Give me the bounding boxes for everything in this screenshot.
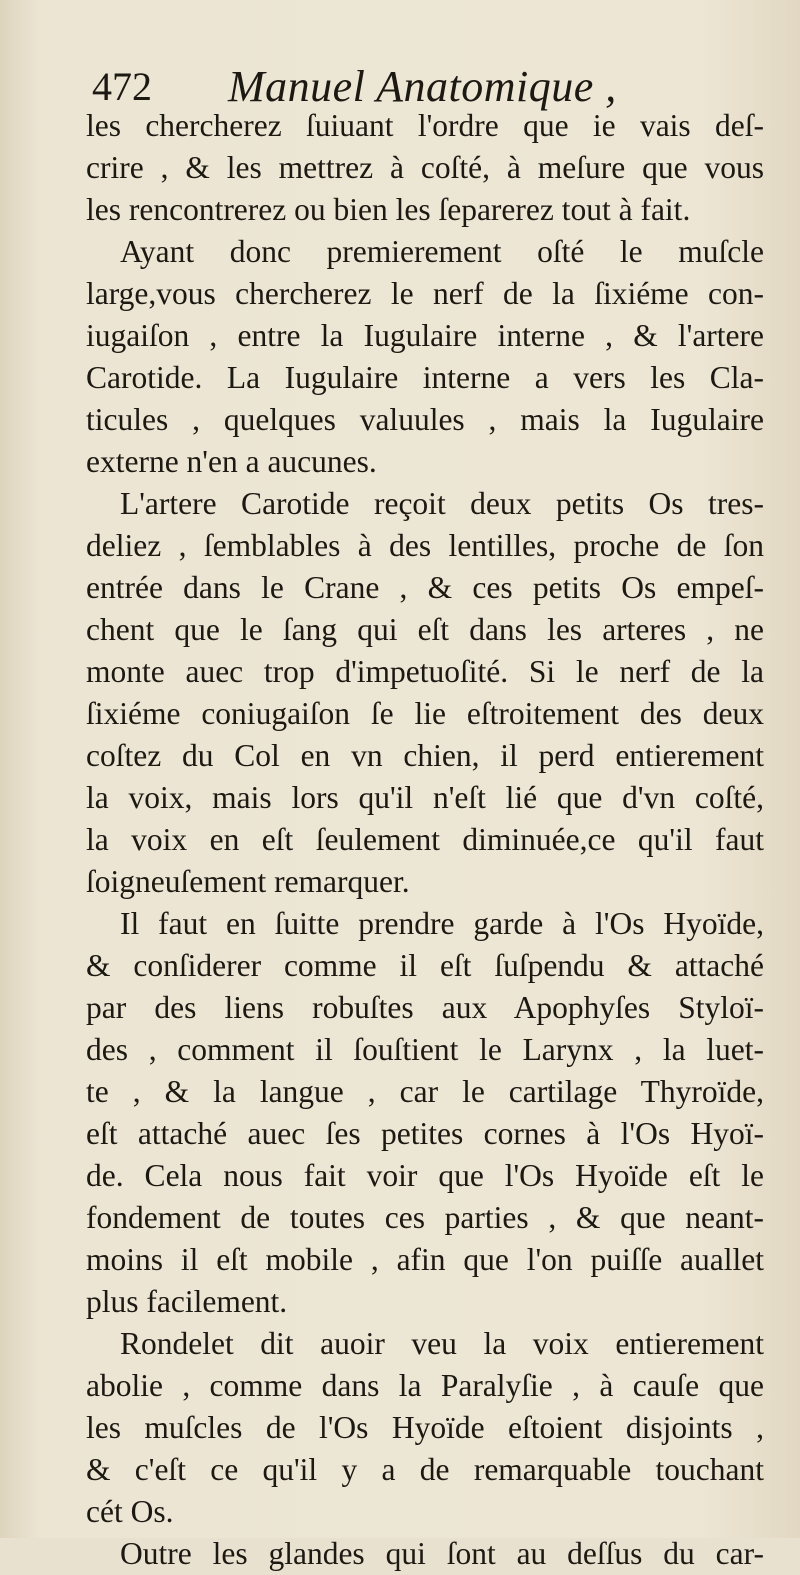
text-line: large,vous chercherez le nerf de la ſixiéme con- xyxy=(86,276,764,311)
text-line: abolie , comme dans la Paralyſie , à cauſe que xyxy=(86,1368,764,1403)
text-line: de. Cela nous fait voir que l'Os Hyoïde eſt le xyxy=(86,1158,764,1193)
text-line: les rencontrerez ou bien les ſeparerez tout à fait. xyxy=(86,192,691,227)
text-line: par des liens robuſtes aux Apophyſes Styloï- xyxy=(86,990,764,1025)
text-line: fondement de toutes ces parties , & que neant- xyxy=(86,1200,764,1235)
text-line: la voix en eſt ſeulement diminuée,ce qu'il faut xyxy=(86,822,764,857)
text-line: & conſiderer comme il eſt ſuſpendu & attaché xyxy=(86,948,764,983)
text-line: externe n'en a aucunes. xyxy=(86,444,377,479)
running-title: Manuel Anatomique , xyxy=(228,62,617,111)
text-line: iugaiſon , entre la Iugulaire interne , & l'artere xyxy=(86,318,764,353)
text-line: coſtez du Col en vn chien, il perd entierement xyxy=(86,738,764,773)
page-number: 472 xyxy=(92,64,152,109)
text-line: Rondelet dit auoir veu la voix entierement xyxy=(120,1326,764,1361)
text-line: les chercherez ſuiuant l'ordre que ie vais deſ- xyxy=(86,108,764,143)
text-line: ticules , quelques valuules , mais la Iugulaire xyxy=(86,402,764,437)
text-line: ſixiéme coniugaiſon ſe lie eſtroitement des deux xyxy=(86,696,764,731)
text-line: des , comment il ſouſtient le Larynx , la luet- xyxy=(86,1032,764,1067)
text-line: te , & la langue , car le cartilage Thyroïde, xyxy=(86,1074,764,1109)
text-line: entrée dans le Crane , & ces petits Os empeſ- xyxy=(86,570,764,605)
text-line: crire , & les mettrez à coſté, à meſure que vous xyxy=(86,150,764,185)
text-line: chent que le ſang qui eſt dans les arteres , ne xyxy=(86,612,764,647)
text-line: Il faut en ſuitte prendre garde à l'Os Hyoïde, xyxy=(120,906,764,941)
text-line: eſt attaché auec ſes petites cornes à l'Os Hyoï- xyxy=(86,1116,764,1151)
text-line: la voix, mais lors qu'il n'eſt lié que d'vn coſté, xyxy=(86,780,764,815)
text-line: Outre les glandes qui ſont au deſſus du car- xyxy=(120,1536,764,1571)
text-line: L'artere Carotide reçoit deux petits Os tres- xyxy=(120,486,764,521)
text-line: ſoigneuſement remarquer. xyxy=(86,864,410,899)
text-line: deliez , ſemblables à des lentilles, proche de ſon xyxy=(86,528,764,563)
text-line: Ayant donc premierement oſté le muſcle xyxy=(120,234,764,269)
text-line: & c'eſt ce qu'il y a de remarquable touchant xyxy=(86,1452,764,1487)
text-line: cét Os. xyxy=(86,1494,174,1529)
text-line: Carotide. La Iugulaire interne a vers les Cla- xyxy=(86,360,764,395)
text-line: monte auec trop d'impetuoſité. Si le nerf de la xyxy=(86,654,764,689)
text-line: plus facilement. xyxy=(86,1284,288,1319)
body-text xyxy=(86,105,764,1575)
text-line: moins il eſt mobile , afin que l'on puiſſe auallet xyxy=(86,1242,764,1277)
text-line: les muſcles de l'Os Hyoïde eſtoient disjoints , xyxy=(86,1410,764,1445)
